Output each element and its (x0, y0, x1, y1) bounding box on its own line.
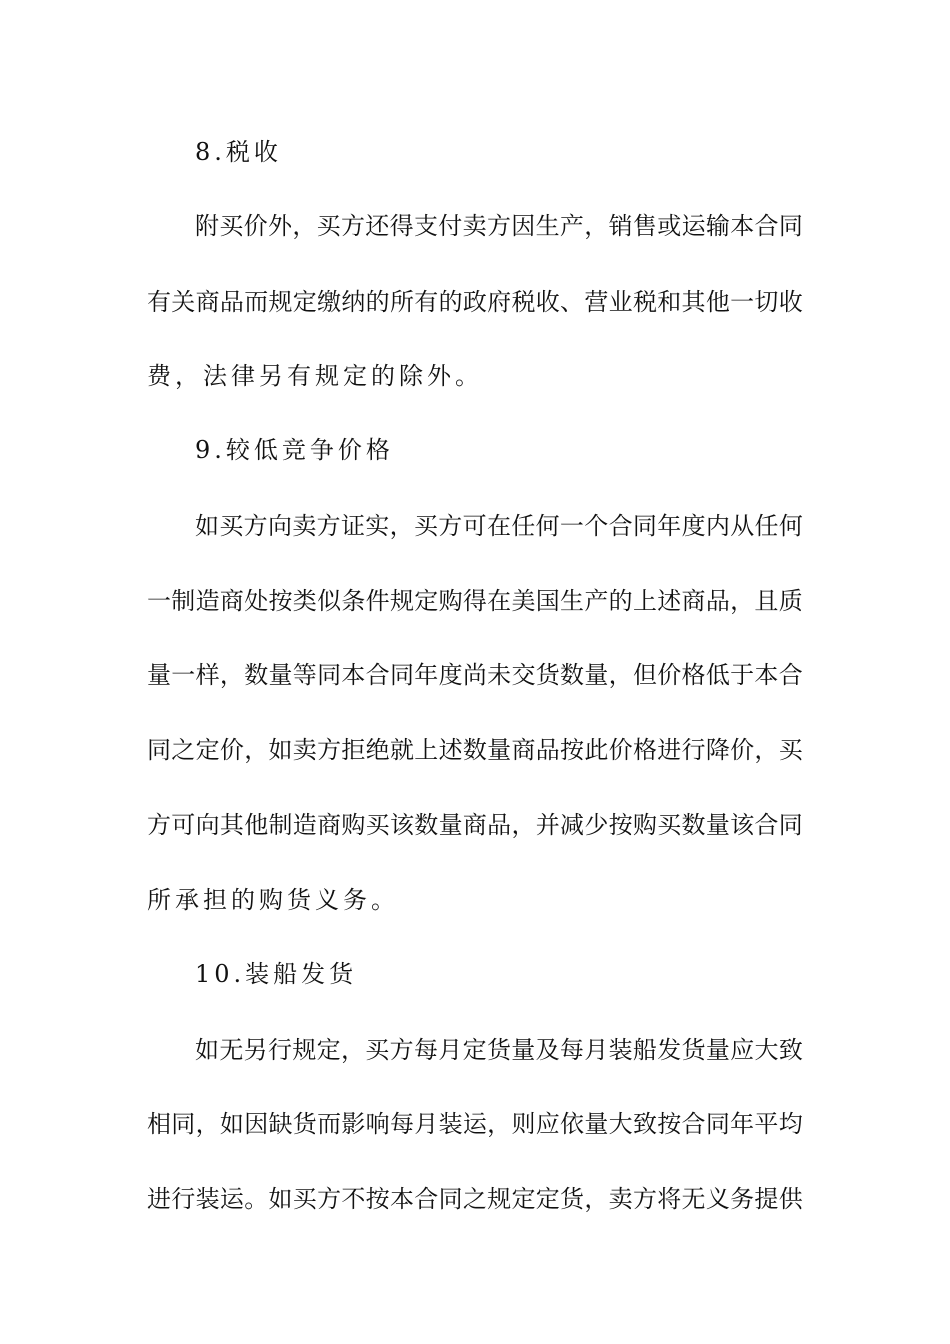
section-heading-10: 10.装船发货 (195, 960, 358, 988)
paragraph-line: 同 之 定 价 ， 如 卖 方 拒 绝 就 上 述 数 量 商 品 按 此 价 格 进 行 降 价 ， 买 (147, 736, 803, 764)
paragraph-line: 量 一 样 ， 数 量 等 同 本 合 同 年 度 尚 未 交 货 数 量 ， 但 价 格 低 于 本 合 (147, 661, 803, 689)
paragraph-line: 如 买 方 向 卖 方 证 实 ， 买 方 可 在 任 何 一 个 合 同 年 度 内 从 任 何 (195, 512, 803, 540)
paragraph-line: 附 买 价 外 ， 买 方 还 得 支 付 卖 方 因 生 产 ， 销 售 或 运 输 本 合 同 (195, 212, 803, 240)
paragraph-line: 相 同 ， 如 因 缺 货 而 影 响 每 月 装 运 ， 则 应 依 量 大 致 按 合 同 年 平 均 (147, 1110, 803, 1138)
paragraph-line: 费，法律另有规定的除外。 (147, 362, 483, 390)
paragraph-line: 所承担的购货义务。 (147, 886, 399, 914)
section-heading-9: 9.较低竞争价格 (195, 436, 394, 464)
paragraph-line: 进 行 装 运 。 如 买 方 不 按 本 合 同 之 规 定 定 货 ， 卖 方 将 无 义 务 提 供 (147, 1185, 803, 1213)
paragraph-line: 一 制 造 商 处 按 类 似 条 件 规 定 购 得 在 美 国 生 产 的 上 述 商 品 ， 且 质 (147, 587, 803, 615)
paragraph-line: 如 无 另 行 规 定 ， 买 方 每 月 定 货 量 及 每 月 装 船 发 货 量 应 大 致 (195, 1036, 803, 1064)
paragraph-line: 有 关 商 品 而 规 定 缴 纳 的 所 有 的 政 府 税 收 、 营 业 税 和 其 他 一 切 收 (147, 288, 803, 316)
section-heading-8: 8.税收 (195, 138, 282, 166)
paragraph-line: 方 可 向 其 他 制 造 商 购 买 该 数 量 商 品 ， 并 减 少 按 购 买 数 量 该 合 同 (147, 811, 803, 839)
